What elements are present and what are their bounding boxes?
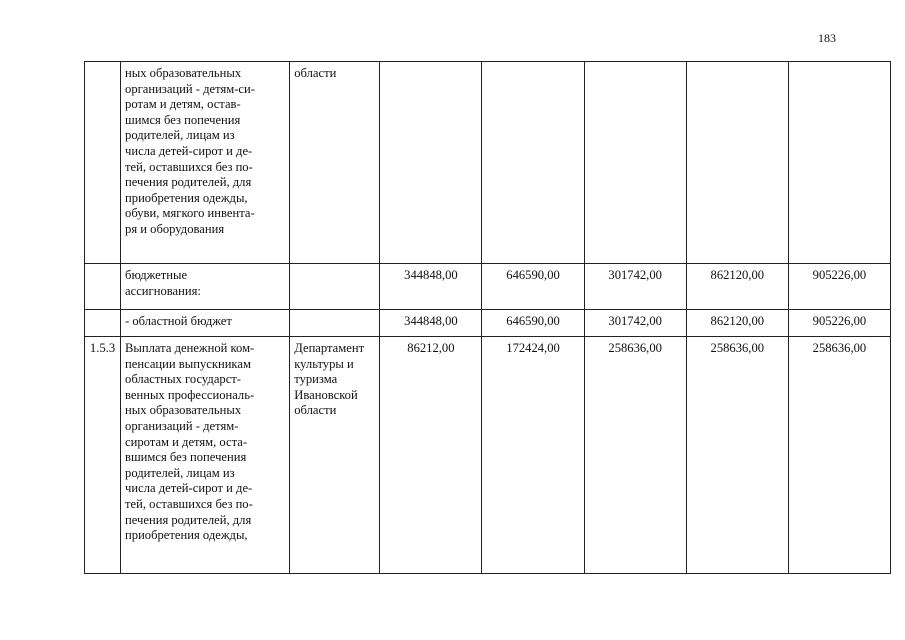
value-cell: 301742,00 <box>584 310 686 337</box>
responsible-organization: области <box>290 62 380 264</box>
value-cell <box>482 62 584 264</box>
activity-description: - областной бюджет <box>121 310 290 337</box>
budget-table <box>84 61 891 574</box>
value-cell <box>380 62 482 264</box>
value-cell: 646590,00 <box>482 264 584 310</box>
value-cell: 86212,00 <box>380 337 482 574</box>
value-cell: 905226,00 <box>788 310 890 337</box>
value-cell <box>788 62 890 264</box>
responsible-organization: Департамент культуры и туризма Ивановской области <box>290 337 380 574</box>
value-cell: 344848,00 <box>380 310 482 337</box>
responsible-organization <box>290 264 380 310</box>
activity-description: бюджетные ассигнования: <box>121 264 290 310</box>
value-cell: 258636,00 <box>788 337 890 574</box>
table-row <box>85 62 891 264</box>
value-cell: 172424,00 <box>482 337 584 574</box>
activity-description: ных образовательных организаций - детям-си- ротам и детям, остав- шимся без попечения родителей, лицам из числа детей-сирот и де- тей, оставшихся без по- печения родителей, для приобретения одежды, обуви, мягкого инвента- ря и оборудования <box>121 62 290 264</box>
value-cell: 862120,00 <box>686 264 788 310</box>
table-row <box>85 337 891 574</box>
row-number <box>85 62 121 264</box>
row-number <box>85 310 121 337</box>
row-number: 1.5.3 <box>85 337 121 574</box>
responsible-organization <box>290 310 380 337</box>
value-cell <box>584 62 686 264</box>
value-cell: 905226,00 <box>788 264 890 310</box>
value-cell: 862120,00 <box>686 310 788 337</box>
value-cell: 258636,00 <box>584 337 686 574</box>
value-cell: 344848,00 <box>380 264 482 310</box>
row-number <box>85 264 121 310</box>
table-row <box>85 264 891 310</box>
value-cell: 258636,00 <box>686 337 788 574</box>
value-cell: 646590,00 <box>482 310 584 337</box>
page-number: 183 <box>818 31 836 45</box>
value-cell <box>686 62 788 264</box>
activity-description: Выплата денежной ком- пенсации выпускникам областных государст- венных профессиональ- ных образовательных организаций - детям- сиротам и детям, оста- вшимся без попечения родителей, лицам из числа детей-сирот и де- тей, оставшихся без по- печения родителей, для приобретения одежды, <box>121 337 290 574</box>
value-cell: 301742,00 <box>584 264 686 310</box>
table-row <box>85 310 891 337</box>
